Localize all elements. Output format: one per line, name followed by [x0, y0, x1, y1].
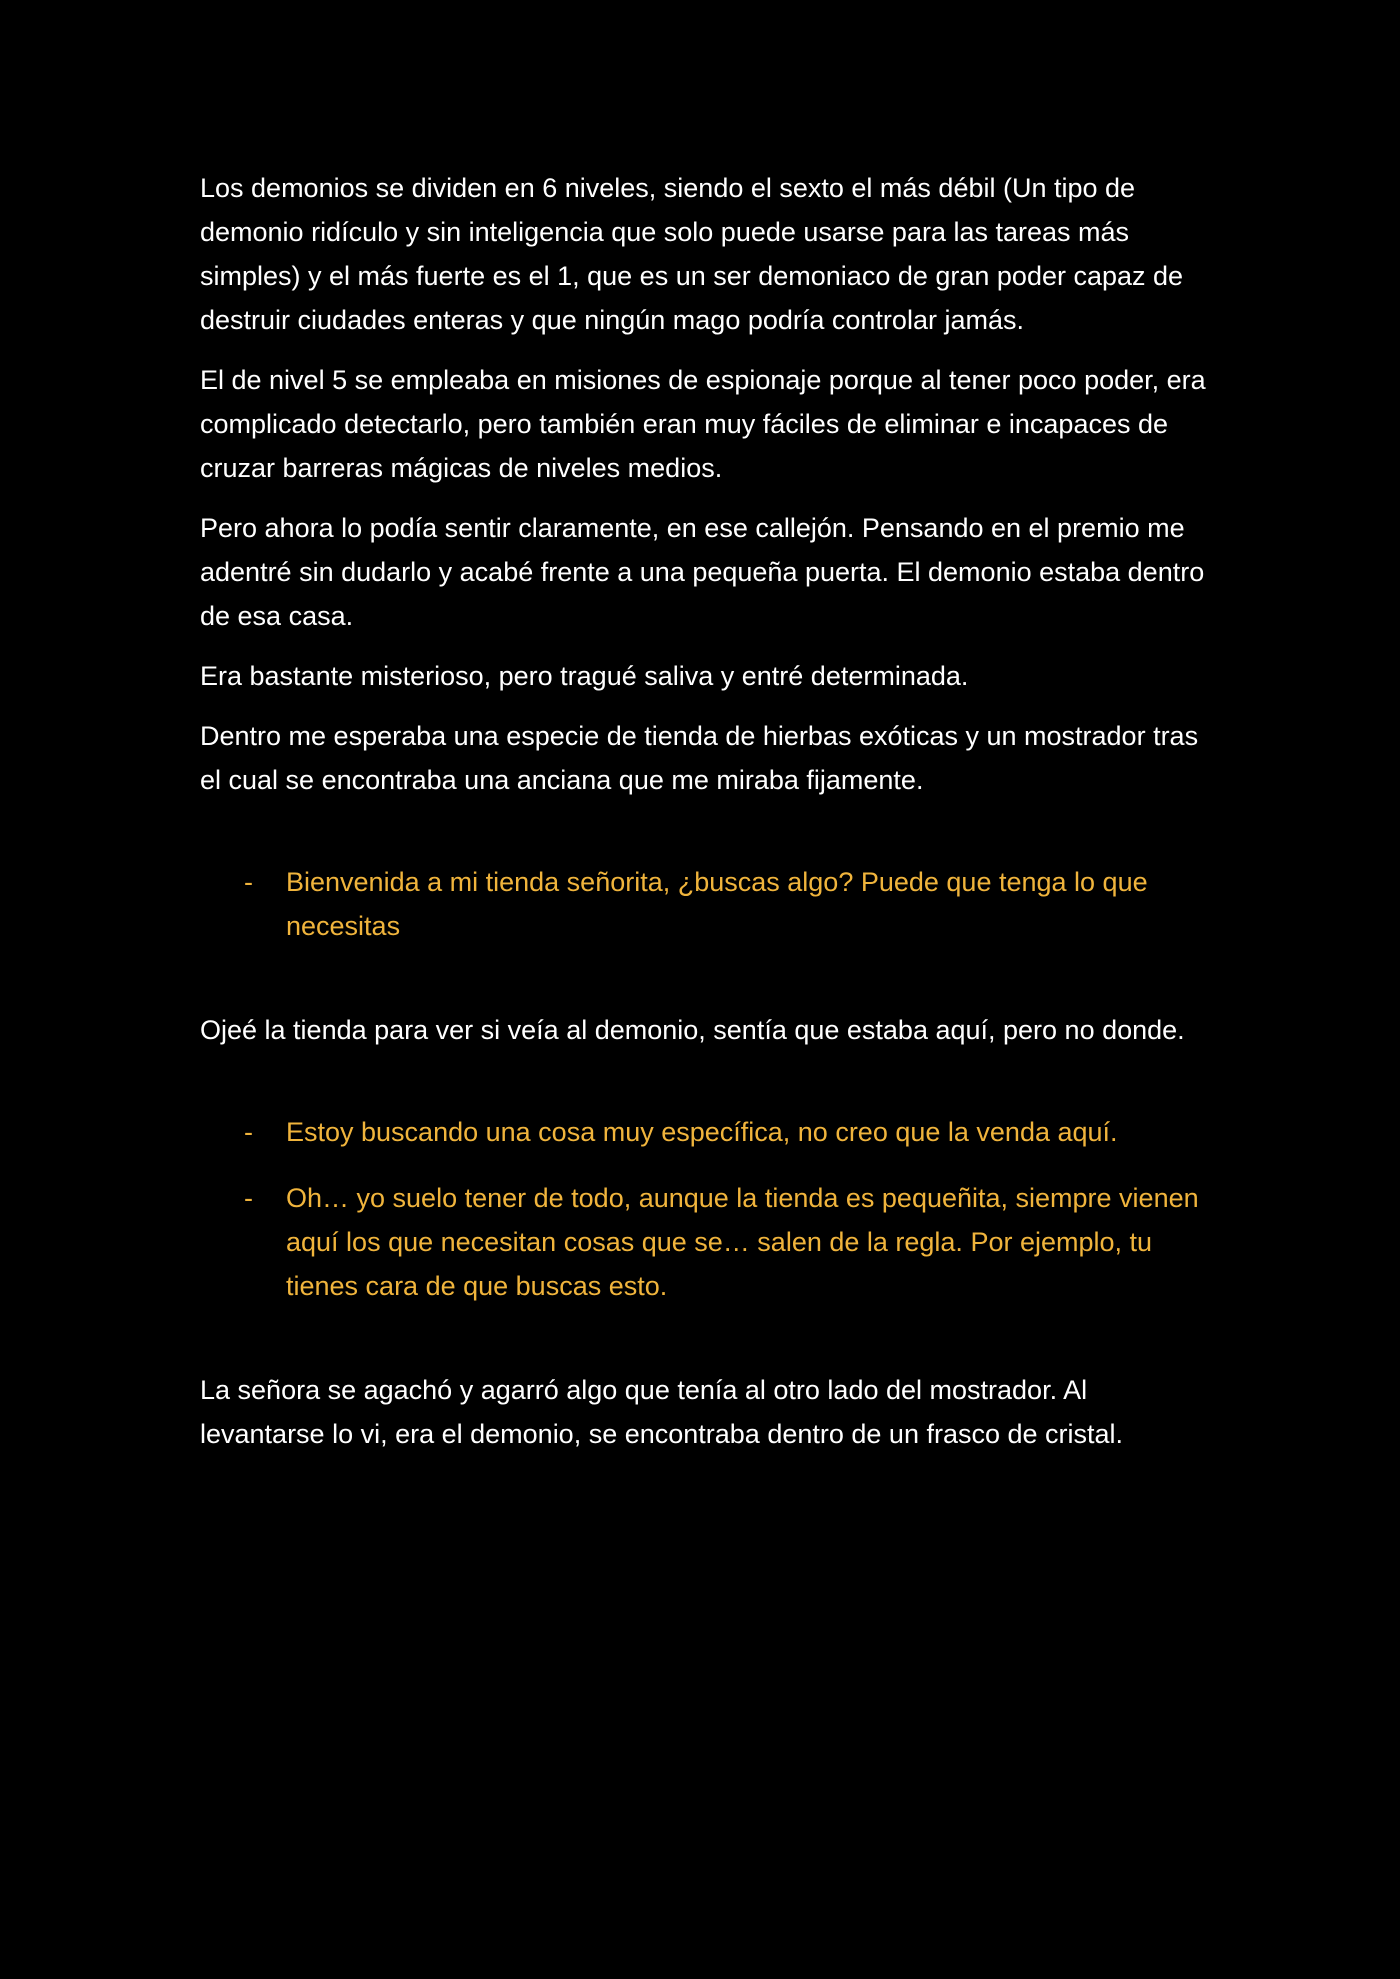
- dialog-text: Estoy buscando una cosa muy específica, no creo que la venda aquí.: [286, 1117, 1118, 1147]
- narration-paragraph: Era bastante misterioso, pero tragué saliva y entré determinada.: [200, 661, 969, 691]
- dialog-dash: -: [244, 1117, 253, 1147]
- spacer: [200, 1308, 1210, 1368]
- dialog-text: Oh… yo suelo tener de todo, aunque la tienda es pequeñita, siempre vienen aquí los que necesitan cosas que se… salen de la regla. Por ejemplo, tu tienes cara de que buscas esto.: [286, 1183, 1199, 1301]
- narration-paragraph: Los demonios se dividen en 6 niveles, siendo el sexto el más débil (Un tipo de demonio ridículo y sin inteligencia que solo puede usarse para las tareas más simples) y el más fuerte es el 1, que es un ser demoniaco de gran poder capaz de destruir ciudades enteras y que ningún mago podría controlar jamás.: [200, 173, 1184, 335]
- dialog-line: [200, 860, 1210, 948]
- narration-paragraph: Ojeé la tienda para ver si veía al demonio, sentía que estaba aquí, pero no donde.: [200, 1015, 1185, 1045]
- document-page: [200, 166, 1210, 1472]
- spacer: [200, 1068, 1210, 1110]
- narration-paragraph: La señora se agachó y agarró algo que tenía al otro lado del mostrador. Al levantarse lo vi, era el demonio, se encontraba dentro de un frasco de cristal.: [200, 1375, 1124, 1449]
- spacer: [200, 1154, 1210, 1176]
- spacer: [200, 948, 1210, 1008]
- dialog-text: Bienvenida a mi tienda señorita, ¿buscas algo? Puede que tenga lo que necesitas: [286, 867, 1148, 941]
- dialog-dash: -: [244, 867, 253, 897]
- spacer: [200, 818, 1210, 860]
- dialog-line: [200, 1176, 1210, 1308]
- dialog-line: [200, 1110, 1210, 1154]
- narration-paragraph: Dentro me esperaba una especie de tienda de hierbas exóticas y un mostrador tras el cual se encontraba una anciana que me miraba fijamente.: [200, 721, 1199, 795]
- narration-paragraph: El de nivel 5 se empleaba en misiones de espionaje porque al tener poco poder, era complicado detectarlo, pero también eran muy fáciles de eliminar e incapaces de cruzar barreras mágicas de niveles medios.: [200, 365, 1206, 483]
- narration-paragraph: Pero ahora lo podía sentir claramente, en ese callejón. Pensando en el premio me adentré sin dudarlo y acabé frente a una pequeña puerta. El demonio estaba dentro de esa casa.: [200, 513, 1205, 631]
- dialog-dash: -: [244, 1183, 253, 1213]
